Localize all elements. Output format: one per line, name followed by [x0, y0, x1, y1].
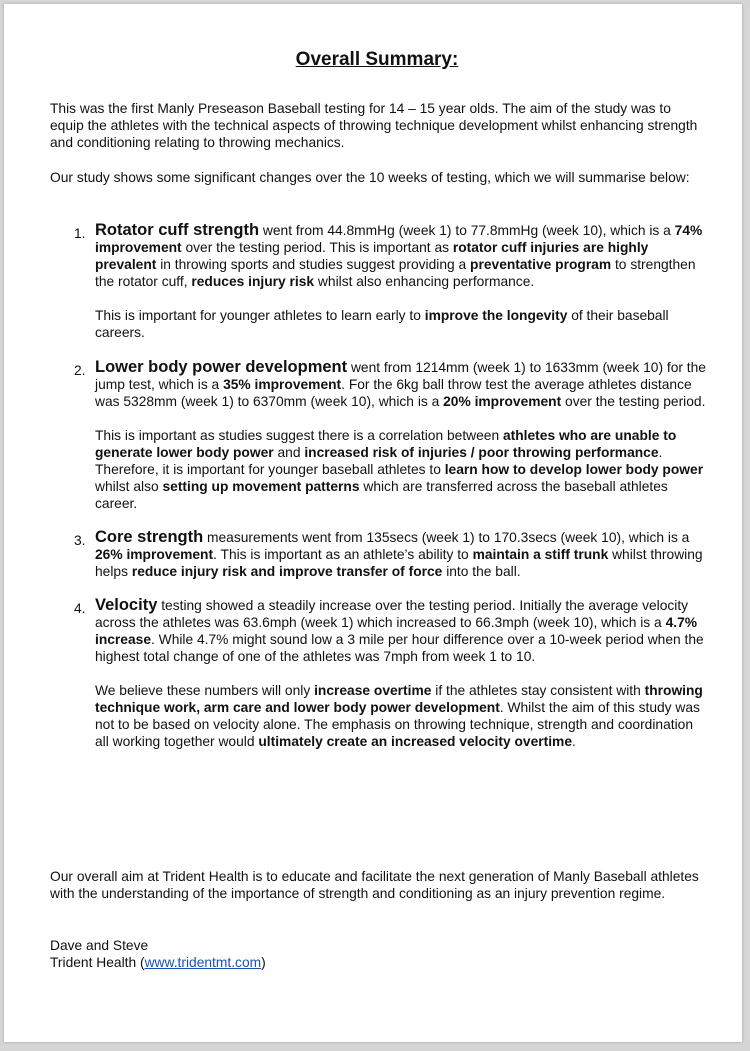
text-run: whilst also: [95, 479, 163, 494]
finding-core-strength: [50, 529, 710, 580]
finding-note: [95, 427, 710, 512]
signature-block: [50, 937, 702, 971]
text-run: of their baseball careers.: [95, 308, 669, 340]
text-run: in throwing sports and studies suggest providing a: [156, 257, 471, 272]
signature-organization: [50, 954, 702, 971]
text-run: to strengthen the rotator cuff,: [95, 257, 696, 289]
bold-run: 74% improvement: [95, 223, 703, 255]
finding-text: [95, 597, 710, 665]
bold-run: ultimately create an increased velocity overtime: [258, 734, 573, 749]
text-run: and: [273, 445, 305, 460]
study-summary-paragraph: Our study shows some significant changes over the 10 weeks of testing, which we will summarise below:: [50, 170, 690, 185]
text-run: This is important for younger athletes to learn early to: [95, 308, 425, 323]
intro-paragraph: This was the first Manly Preseason Baseball testing for 14 – 15 year olds. The aim of the study was to equip the athletes with the technical aspects of throwing technique development whilst enhancing strength and conditioning relating to throwing mechanics.: [50, 101, 698, 150]
findings-list: [50, 222, 710, 750]
bold-run: 35% improvement: [223, 377, 342, 392]
finding-heading: Core strength: [95, 528, 204, 546]
finding-lower-body-power: [50, 359, 710, 512]
signature-names: Dave and Steve: [50, 938, 149, 953]
text-run: if the athletes stay consistent with: [431, 683, 645, 698]
bold-run: reduces injury risk: [191, 274, 315, 289]
finding-text: [95, 529, 710, 580]
bold-run: rotator cuff injuries are highly prevalent: [95, 240, 649, 272]
text-run: measurements went from 135secs (week 1) to 170.3secs (week 10), which is a: [203, 530, 690, 545]
finding-heading: Lower body power development: [95, 358, 348, 376]
website-link[interactable]: www.tridentmt.com: [144, 955, 262, 970]
text-run: over the testing period. This is important as: [181, 240, 453, 255]
bold-run: maintain a stiff trunk: [472, 547, 609, 562]
bold-run: 26% improvement: [95, 547, 214, 562]
finding-text: [95, 359, 710, 410]
finding-heading: Rotator cuff strength: [95, 221, 260, 239]
bold-run: preventative program: [470, 257, 612, 272]
text-run: into the ball.: [442, 564, 521, 579]
text-run: went from 44.8mmHg (week 1) to 77.8mmHg (week 10), which is a: [259, 223, 675, 238]
text-run: whilst also enhancing performance.: [314, 274, 535, 289]
finding-text: [95, 222, 710, 290]
text-run: This is important as studies suggest there is a correlation between: [95, 428, 503, 443]
bold-run: 4.7% increase: [95, 615, 698, 647]
text-run: testing showed a steadily increase over the testing period. Initially the average velocity across the athletes was 63.6mph (week 1) which increased to 66.3mph (week 10), which is a: [95, 598, 689, 630]
bold-run: increased risk of injuries / poor throwing performance: [304, 445, 659, 460]
text-run: . While 4.7% might sound low a 3 mile per hour difference over a 10-week period when the highest total change of one of the athletes was 7mph from week 1 to 10.: [95, 632, 704, 664]
closing-paren: ): [261, 955, 266, 970]
finding-velocity: [50, 597, 710, 750]
text-run: whilst throwing helps: [95, 547, 703, 579]
document-page: [4, 4, 742, 1042]
finding-heading: Velocity: [95, 596, 158, 614]
list-number: 2.: [74, 363, 86, 378]
text-run: which are transferred across the baseball athletes career.: [95, 479, 668, 511]
bold-run: throwing technique work, arm care and lower body power development: [95, 683, 703, 715]
finding-rotator-cuff: [50, 222, 710, 341]
finding-note: [95, 682, 710, 750]
bold-run: setting up movement patterns: [162, 479, 360, 494]
text-run: We believe these numbers will only: [95, 683, 315, 698]
bold-run: increase overtime: [314, 683, 432, 698]
page-title: Overall Summary:: [295, 49, 459, 70]
bold-run: learn how to develop lower body power: [444, 462, 704, 477]
organization-name: Trident Health (: [50, 955, 145, 970]
text-run: .: [572, 734, 576, 749]
text-run: . For the 6kg ball throw test the average athletes distance was 5328mm (week 1) to 6370mm (week 10), which is a: [95, 377, 692, 409]
text-run: . This is important as an athlete’s ability to: [213, 547, 473, 562]
text-run: over the testing period.: [561, 394, 706, 409]
text-run: went from 1214mm (week 1) to 1633mm (week 10) for the jump test, which is a: [95, 360, 706, 392]
list-number: 4.: [74, 601, 86, 616]
bold-run: 20% improvement: [443, 394, 562, 409]
bold-run: reduce injury risk and improve transfer of force: [131, 564, 443, 579]
list-number: 3.: [74, 533, 86, 548]
text-run: . Whilst the aim of this study was not to be based on velocity alone. The emphasis on throwing technique, strength and coordination all working together would: [95, 700, 700, 749]
bold-run: athletes who are unable to generate lower body power: [95, 428, 677, 460]
text-run: . Therefore, it is important for younger baseball athletes to: [95, 445, 663, 477]
bold-run: improve the longevity: [424, 308, 568, 323]
closing-paragraph: Our overall aim at Trident Health is to educate and facilitate the next generation of Manly Baseball athletes with the understanding of the importance of strength and conditioning as an injury prevention regime.: [50, 869, 699, 901]
list-number: 1.: [74, 226, 86, 241]
finding-note: [95, 307, 710, 341]
